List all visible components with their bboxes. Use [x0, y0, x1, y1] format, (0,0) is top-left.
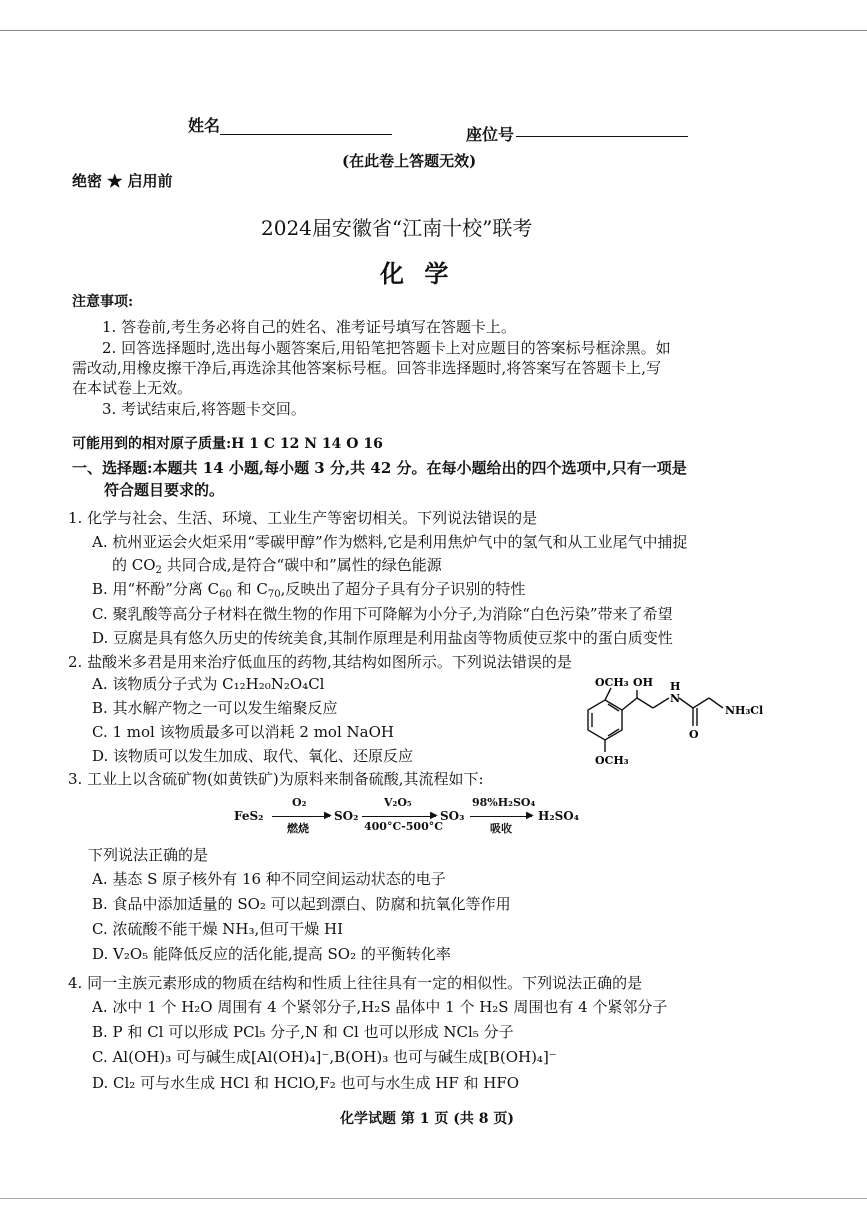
struct-och3-bottom: OCH₃	[595, 754, 629, 767]
q3-lead: 下列说法正确的是	[88, 846, 209, 864]
q3-stem: 3. 工业上以含硫矿物(如黄铁矿)为原料来制备硫酸,其流程如下:	[68, 770, 484, 788]
flow-so2: SO₂	[334, 809, 359, 823]
atomic-masses: 可能用到的相对原子质量:H 1 C 12 N 14 O 16	[72, 436, 383, 452]
flow-v2o5: V₂O₅	[384, 796, 412, 809]
q1-option-a-line1: A. 杭州亚运会火炬采用“零碳甲醇”作为燃料,它是利用焦炉气中的氢气和从工业尾气中捕捉	[92, 533, 688, 551]
seat-field[interactable]	[516, 136, 688, 137]
name-field[interactable]	[220, 134, 392, 135]
top-scan-line	[0, 30, 867, 31]
q1-option-b: B. 用“杯酚”分离 $C_{60}$ 和 $C_{70}$,反映出了超分子具有分子识别的特性	[92, 580, 526, 600]
section-heading-2: 符合题目要求的。	[104, 481, 225, 499]
subject-title: 化 学	[380, 259, 455, 288]
flow-absorb: 吸收	[490, 822, 512, 835]
q1-stem: 1. 化学与社会、生活、环境、工业生产等密切相关。下列说法错误的是	[68, 509, 538, 527]
q4-option-c: C. Al(OH)₃ 可与碱生成[Al(OH)₄]⁻,B(OH)₃ 也可与碱生成[B(OH)₄]⁻	[92, 1048, 557, 1066]
struct-o: O	[689, 728, 699, 741]
flow-o2: O₂	[292, 796, 307, 809]
seat-label: 座位号	[466, 125, 515, 144]
q4-option-a: A. 冰中 1 个 H₂O 周围有 4 个紧邻分子,H₂S 晶体中 1 个 H₂S 周围也有 4 个紧邻分子	[92, 998, 668, 1016]
q1-option-d: D. 豆腐是具有悠久历史的传统美食,其制作原理是利用盐卤等物质使豆浆中的蛋白质变性	[92, 629, 673, 647]
struct-h: H	[670, 680, 681, 693]
flow-arrowhead-2: ▶	[430, 810, 438, 821]
flow-arrowhead-3: ▶	[526, 810, 534, 821]
q4-option-b: B. P 和 Cl 可以形成 PCl₅ 分子,N 和 Cl 也可以形成 NCl₅ 分子	[92, 1023, 514, 1041]
flow-98-h2so4: 98%H₂SO₄	[472, 796, 536, 809]
struct-och3-top: OCH₃	[595, 676, 629, 689]
bottom-scan-line	[0, 1198, 867, 1199]
invalid-note: (在此卷上答题无效)	[342, 152, 477, 170]
note-2c: 在本试卷上无效。	[72, 379, 193, 397]
struct-nh3cl: NH₃Cl	[725, 704, 764, 717]
struct-oh: OH	[633, 676, 653, 689]
q2-stem: 2. 盐酸米多君是用来治疗低血压的药物,其结构如图所示。下列说法错误的是	[68, 653, 572, 671]
q1-option-c: C. 聚乳酸等高分子材料在微生物的作用下可降解为小分子,为消除“白色污染”带来了希望	[92, 605, 673, 623]
midodrine-structure	[575, 668, 775, 778]
page-footer: 化学试题 第 1 页 (共 8 页)	[340, 1111, 514, 1127]
secret-mark: 绝密 ★ 启用前	[72, 172, 173, 190]
flow-temp: 400°C-500°C	[364, 820, 443, 833]
flow-so3: SO₃	[440, 809, 465, 823]
notes-heading: 注意事项:	[72, 294, 134, 310]
flow-arrow-2	[362, 816, 436, 817]
name-label: 姓名	[188, 116, 221, 135]
q4-option-d: D. Cl₂ 可与水生成 HCl 和 HClO,F₂ 也可与水生成 HF 和 HFO	[92, 1074, 520, 1092]
q1-option-a-line2: 的 $CO_2$ 共同合成,是符合“碳中和”属性的绿色能源	[112, 556, 442, 576]
flow-fes2: FeS₂	[234, 809, 264, 823]
q2-option-c: C. 1 mol 该物质最多可以消耗 2 mol NaOH	[92, 723, 394, 741]
q2-option-d: D. 该物质可以发生加成、取代、氧化、还原反应	[92, 747, 414, 765]
flow-h2so4: H₂SO₄	[538, 809, 579, 823]
flow-arrowhead-1: ▶	[324, 810, 332, 821]
q3-option-c: C. 浓硫酸不能干燥 NH₃,但可干燥 HI	[92, 920, 344, 938]
section-heading-1: 一、选择题:本题共 14 小题,每小题 3 分,共 42 分。在每小题给出的四个选项中,只有一项是	[72, 459, 687, 477]
flow-arrow-3	[470, 816, 532, 817]
page-title: 2024届安徽省“江南十校”联考	[261, 216, 533, 240]
note-3: 3. 考试结束后,将答题卡交回。	[102, 400, 306, 418]
flow-arrow-1	[272, 816, 330, 817]
note-2a: 2. 回答选择题时,选出每小题答案后,用铅笔把答题卡上对应题目的答案标号框涂黑。如	[102, 339, 671, 357]
q2-option-a: A. 该物质分子式为 C₁₂H₂₀N₂O₄Cl	[92, 675, 325, 693]
note-2b: 需改动,用橡皮擦干净后,再选涂其他答案标号框。回答非选择题时,将答案写在答题卡上,写	[72, 359, 662, 377]
flow-burn: 燃烧	[287, 822, 309, 835]
q3-option-a: A. 基态 S 原子核外有 16 种不同空间运动状态的电子	[92, 870, 446, 888]
struct-n: N	[670, 692, 681, 705]
q2-option-b: B. 其水解产物之一可以发生缩聚反应	[92, 699, 338, 717]
note-1: 1. 答卷前,考生务必将自己的姓名、准考证号填写在答题卡上。	[102, 318, 516, 336]
q3-option-b: B. 食品中添加适量的 SO₂ 可以起到漂白、防腐和抗氧化等作用	[92, 895, 511, 913]
q3-option-d: D. V₂O₅ 能降低反应的活化能,提高 SO₂ 的平衡转化率	[92, 945, 451, 963]
q4-stem: 4. 同一主族元素形成的物质在结构和性质上往往具有一定的相似性。下列说法正确的是	[68, 974, 643, 992]
